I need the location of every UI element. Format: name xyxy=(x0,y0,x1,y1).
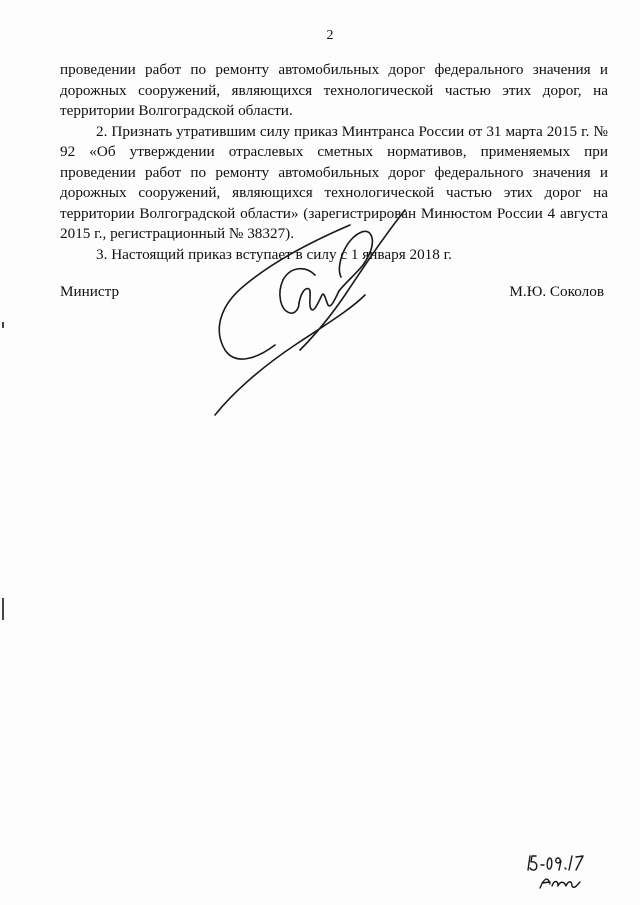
signer-name: М.Ю. Соколов xyxy=(509,283,604,300)
scan-margin-mark xyxy=(2,598,4,620)
paragraph-item-3: 3. Настоящий приказ вступает в силу с 1 января 2018 г. xyxy=(96,245,452,263)
handwritten-signature xyxy=(195,205,425,420)
paragraph-item-2: 2. Признать утратившим силу приказ Минтранса России от 31 марта 2015 г. № 92 «Об утверждении отраслевых сметных нормативов, применяемых при проведении работ по ремонту автомобильных дорог федерального значения и дорожных сооружений, являющихся технологической частью этих дорог на территории Волгоградской области» (зарегистрирован Минюстом России 4 августа 2015 г., регистрационный № 38327). xyxy=(60,122,608,242)
scan-margin-mark xyxy=(2,322,4,328)
handwritten-date-note xyxy=(520,848,600,898)
page-number: 2 xyxy=(326,28,334,43)
signer-title: Министр xyxy=(60,283,120,300)
paragraph-continuation: проведении работ по ремонту автомобильных дорог федерального значения и дорожных сооружений, являющихся технологической частью этих дорог, на территории Волгоградской области. xyxy=(60,61,608,119)
